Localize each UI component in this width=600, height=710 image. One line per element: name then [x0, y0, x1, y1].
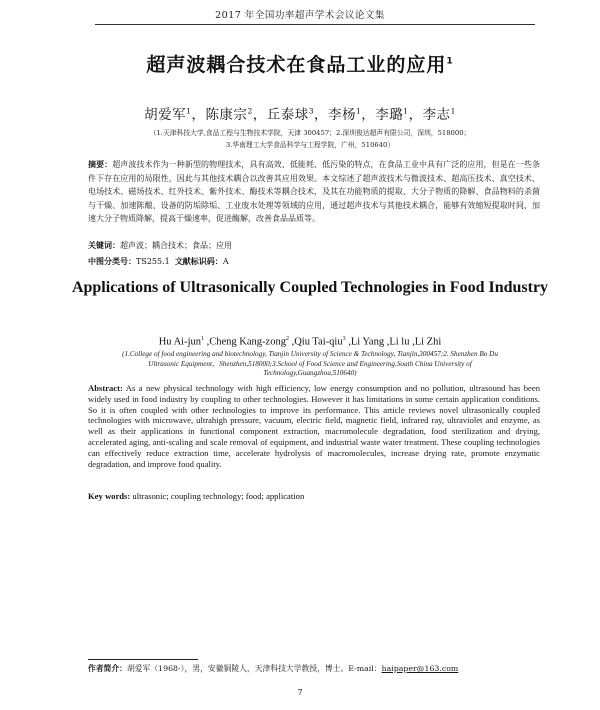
document-code-label: 文献标识码：: [174, 257, 223, 266]
author-affiliation-mark: 1: [186, 106, 192, 116]
author-affiliation-mark: 2: [285, 336, 289, 342]
chinese-affiliations: [100, 127, 520, 151]
footnote-label: 作者简介：: [88, 664, 127, 673]
chinese-keywords-text: 超声波；耦合技术；食品；应用: [120, 241, 232, 250]
author-name: 李杨: [328, 107, 356, 123]
chinese-abstract: [88, 158, 540, 226]
author-name: Li lu: [389, 336, 410, 348]
chinese-keywords-label: 关键词：: [88, 241, 120, 250]
email-link[interactable]: haipaper@163.com: [381, 664, 459, 673]
english-abstract: [88, 383, 540, 469]
english-authors: Hu Ai-jun$^1$ ,Cheng Kang-zong$^2$ ,Qiu Tai-qiu$^3$ ,Li Yang ,Li lu ,Li Zhi: [158, 336, 442, 348]
author-affiliation-mark: 2: [247, 106, 253, 116]
classification-line: [88, 256, 229, 267]
author-name: Li Yang: [350, 336, 385, 348]
author-affiliation-mark: 3: [342, 336, 346, 342]
english-keywords-label: Key words:: [88, 491, 131, 501]
chinese-abstract-label: 摘要：: [88, 160, 113, 169]
author-footnote: [88, 663, 458, 674]
author-affiliation-mark: 1: [201, 336, 205, 342]
english-keywords-text: ultrasonic; coupling technology; food; application: [132, 491, 305, 501]
chinese-authors: 胡爱军$^1$，陈康宗$^2$，丘泰球$^3$，李杨$^1$，李璐$^1$，李志$^1$: [144, 106, 456, 123]
author-name: Li Zhi: [414, 336, 442, 348]
author-affiliation-mark: 1: [403, 106, 409, 116]
footnote-text: 胡爱军（1968-），男，安徽铜陵人，天津科技大学教授，博士。E-mail：: [126, 664, 382, 673]
author-name: 李璐: [375, 107, 404, 123]
english-keywords: [88, 491, 304, 501]
classification-code: TS255.1: [136, 257, 170, 266]
title-footnote-mark: 1: [446, 56, 454, 67]
chinese-title: [0, 50, 600, 77]
author-name: Hu Ai-jun: [158, 336, 202, 348]
english-abstract-label: Abstract:: [88, 383, 123, 393]
author-name: 丘泰球: [266, 107, 309, 123]
chinese-abstract-text: 超声波技术作为一种新型的物理技术，具有高效、低能耗、低污染的特点，在食品工业中具有广泛的应用，但是在一些条件下存在应用的局限性，因此与其他技术耦合以改善其应用效果。本文综述了超声波技术与微波技术、超高压技术、真空技术、电场技术、磁场技术、红外技术、紫外技术、酶技术等耦合技术，及其在功能物质的提取、大分子物质的降解、食品物料的杀菌与干燥、加速陈酿、设备的防垢除垢、工业废水处理等领域的应用，通过超声技术与其他技术耦合，能够有效缩短提取时间，加速大分子物质降解，提高干燥速率，促进酶解，改善食品品质等。: [88, 160, 540, 224]
chinese-keywords: [88, 240, 232, 251]
author-affiliation-mark: 1: [356, 106, 362, 116]
author-name: 胡爱军: [144, 107, 187, 123]
author-name: Cheng Kang-zong: [209, 336, 286, 348]
author-name: Qiu Tai-qiu: [294, 336, 343, 348]
author-affiliation-mark: 1: [450, 106, 456, 116]
header-rule: [95, 24, 535, 25]
english-title: Applications of Ultrasonically Coupled Technologies in Food Industry: [71, 279, 549, 296]
chinese-title-text: 超声波耦合技术在食品工业的应用: [146, 54, 447, 76]
page-number: 7: [297, 688, 303, 697]
document-code: A: [222, 257, 229, 266]
english-affiliation: (1.College of food engineering and biotechnology, Tianjin University of Science & Technology, Tianjin,300457;2. Shenzhen Bo Du Ultrasonic Equipment，Shenzhen,518000;3.School of Food Science and Engineering,South China University of Technology,Guangzhou,510640): [122, 350, 498, 377]
running-header: 2017 年全国功率超声学术会议论文集: [215, 10, 385, 21]
footnote-rule: [88, 659, 198, 660]
classification-label: 中图分类号：: [88, 257, 136, 266]
author-affiliation-mark: 3: [308, 106, 314, 116]
chinese-affiliation-line: 3.华南理工大学食品科学与工程学院，广州，510640）: [225, 141, 395, 149]
english-abstract-text: As a new physical technology with high efficiency, low energy consumption and no pollution, ultrasound has been widely used in food industry by coupling to other technologies. However it has limitations in some certain application conditions. So it is often coupled with other technologies to improve its performance. This article reviews novel ultrasonically coupled technologies with microwave, ultrahigh pressure, vacuum, electric field, magnetic field, infrared ray, ultraviolet and enzyme, as well as their applications in functional component extraction, macromolecule degradation, food sterilization and drying, accelerated aging, anti-scaling and scale removal of equipment, and industrial waste water treatment. These coupling technologies can effectively reduce extraction time, accelerate hydrolysis of macromolecules, increase drying rate, promote enzymatic degradation, and improve food quality.: [88, 383, 540, 469]
chinese-affiliation-line: （1.天津科技大学,食品工程与生物技术学院，天津 300457；2.深圳俊达超声有限公司，深圳，518000；: [149, 129, 471, 137]
author-name: 陈康宗: [205, 107, 248, 123]
author-name: 李志: [422, 107, 451, 123]
